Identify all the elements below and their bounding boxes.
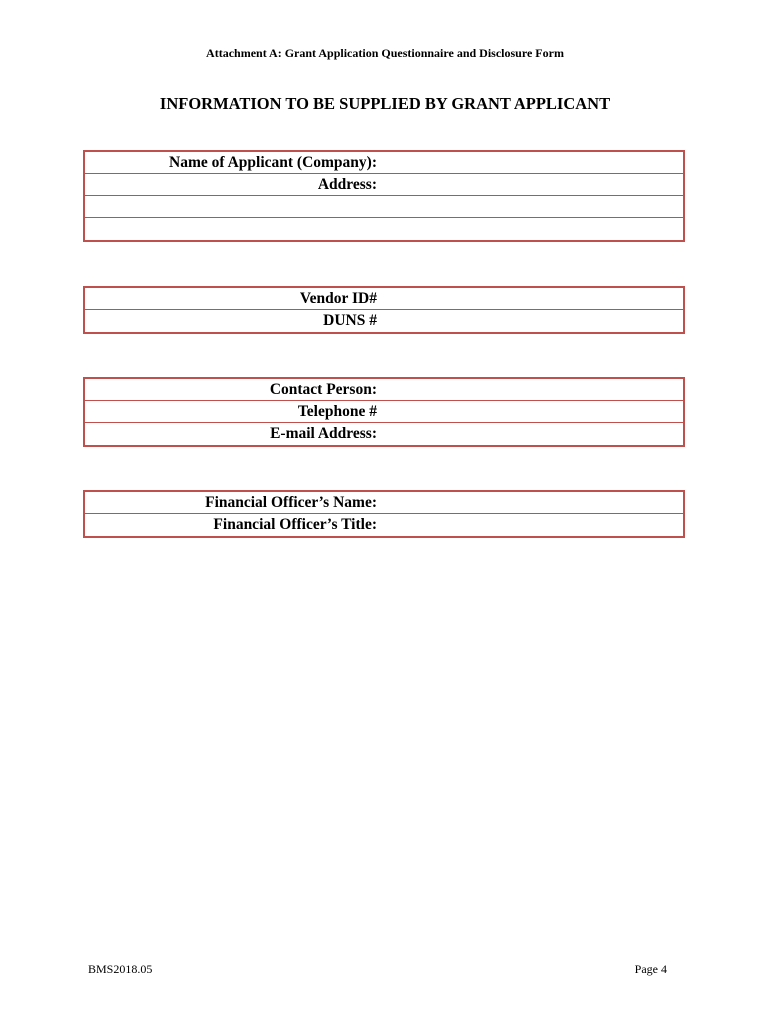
email-label: E-mail Address:: [270, 425, 377, 442]
telephone-row: [85, 401, 683, 423]
applicant-name-label: Name of Applicant (Company):: [169, 154, 377, 171]
address-row-2: [85, 196, 683, 218]
applicant-name-row: [85, 152, 683, 174]
duns-label: DUNS #: [323, 312, 377, 329]
vendor-id-row: [85, 288, 683, 310]
address-field-line-1[interactable]: [385, 174, 679, 195]
contact-person-row: [85, 379, 683, 401]
applicant-info-box: [83, 150, 685, 242]
financial-officer-box: [83, 490, 685, 538]
applicant-name-field[interactable]: [385, 152, 679, 173]
address-field-line-3[interactable]: [385, 218, 679, 239]
duns-row: [85, 310, 683, 332]
financial-officer-title-label: Financial Officer’s Title:: [213, 516, 377, 533]
duns-field[interactable]: [385, 310, 679, 331]
address-row-3: [85, 218, 683, 240]
contact-info-box: [83, 377, 685, 447]
email-field[interactable]: [385, 423, 679, 444]
financial-officer-name-field[interactable]: [385, 492, 679, 513]
financial-officer-title-field[interactable]: [385, 514, 679, 535]
contact-person-label: Contact Person:: [269, 381, 377, 398]
financial-officer-name-label: Financial Officer’s Name:: [205, 494, 377, 511]
attachment-title: Attachment A: Grant Application Questionnaire and Disclosure Form: [206, 46, 564, 60]
telephone-field[interactable]: [385, 401, 679, 422]
vendor-info-box: [83, 286, 685, 334]
email-row: [85, 423, 683, 445]
page-number: Page 4: [634, 962, 667, 976]
page-title: INFORMATION TO BE SUPPLIED BY GRANT APPLICANT: [159, 94, 611, 113]
address-field-line-2[interactable]: [385, 196, 679, 217]
vendor-id-label: Vendor ID#: [299, 290, 377, 307]
vendor-id-field[interactable]: [385, 288, 679, 309]
telephone-label: Telephone #: [297, 403, 377, 420]
address-row: [85, 174, 683, 196]
address-label: Address:: [317, 176, 377, 193]
contact-person-field[interactable]: [385, 379, 679, 400]
financial-officer-name-row: [85, 492, 683, 514]
document-code: BMS2018.05: [88, 962, 153, 976]
financial-officer-title-row: [85, 514, 683, 536]
